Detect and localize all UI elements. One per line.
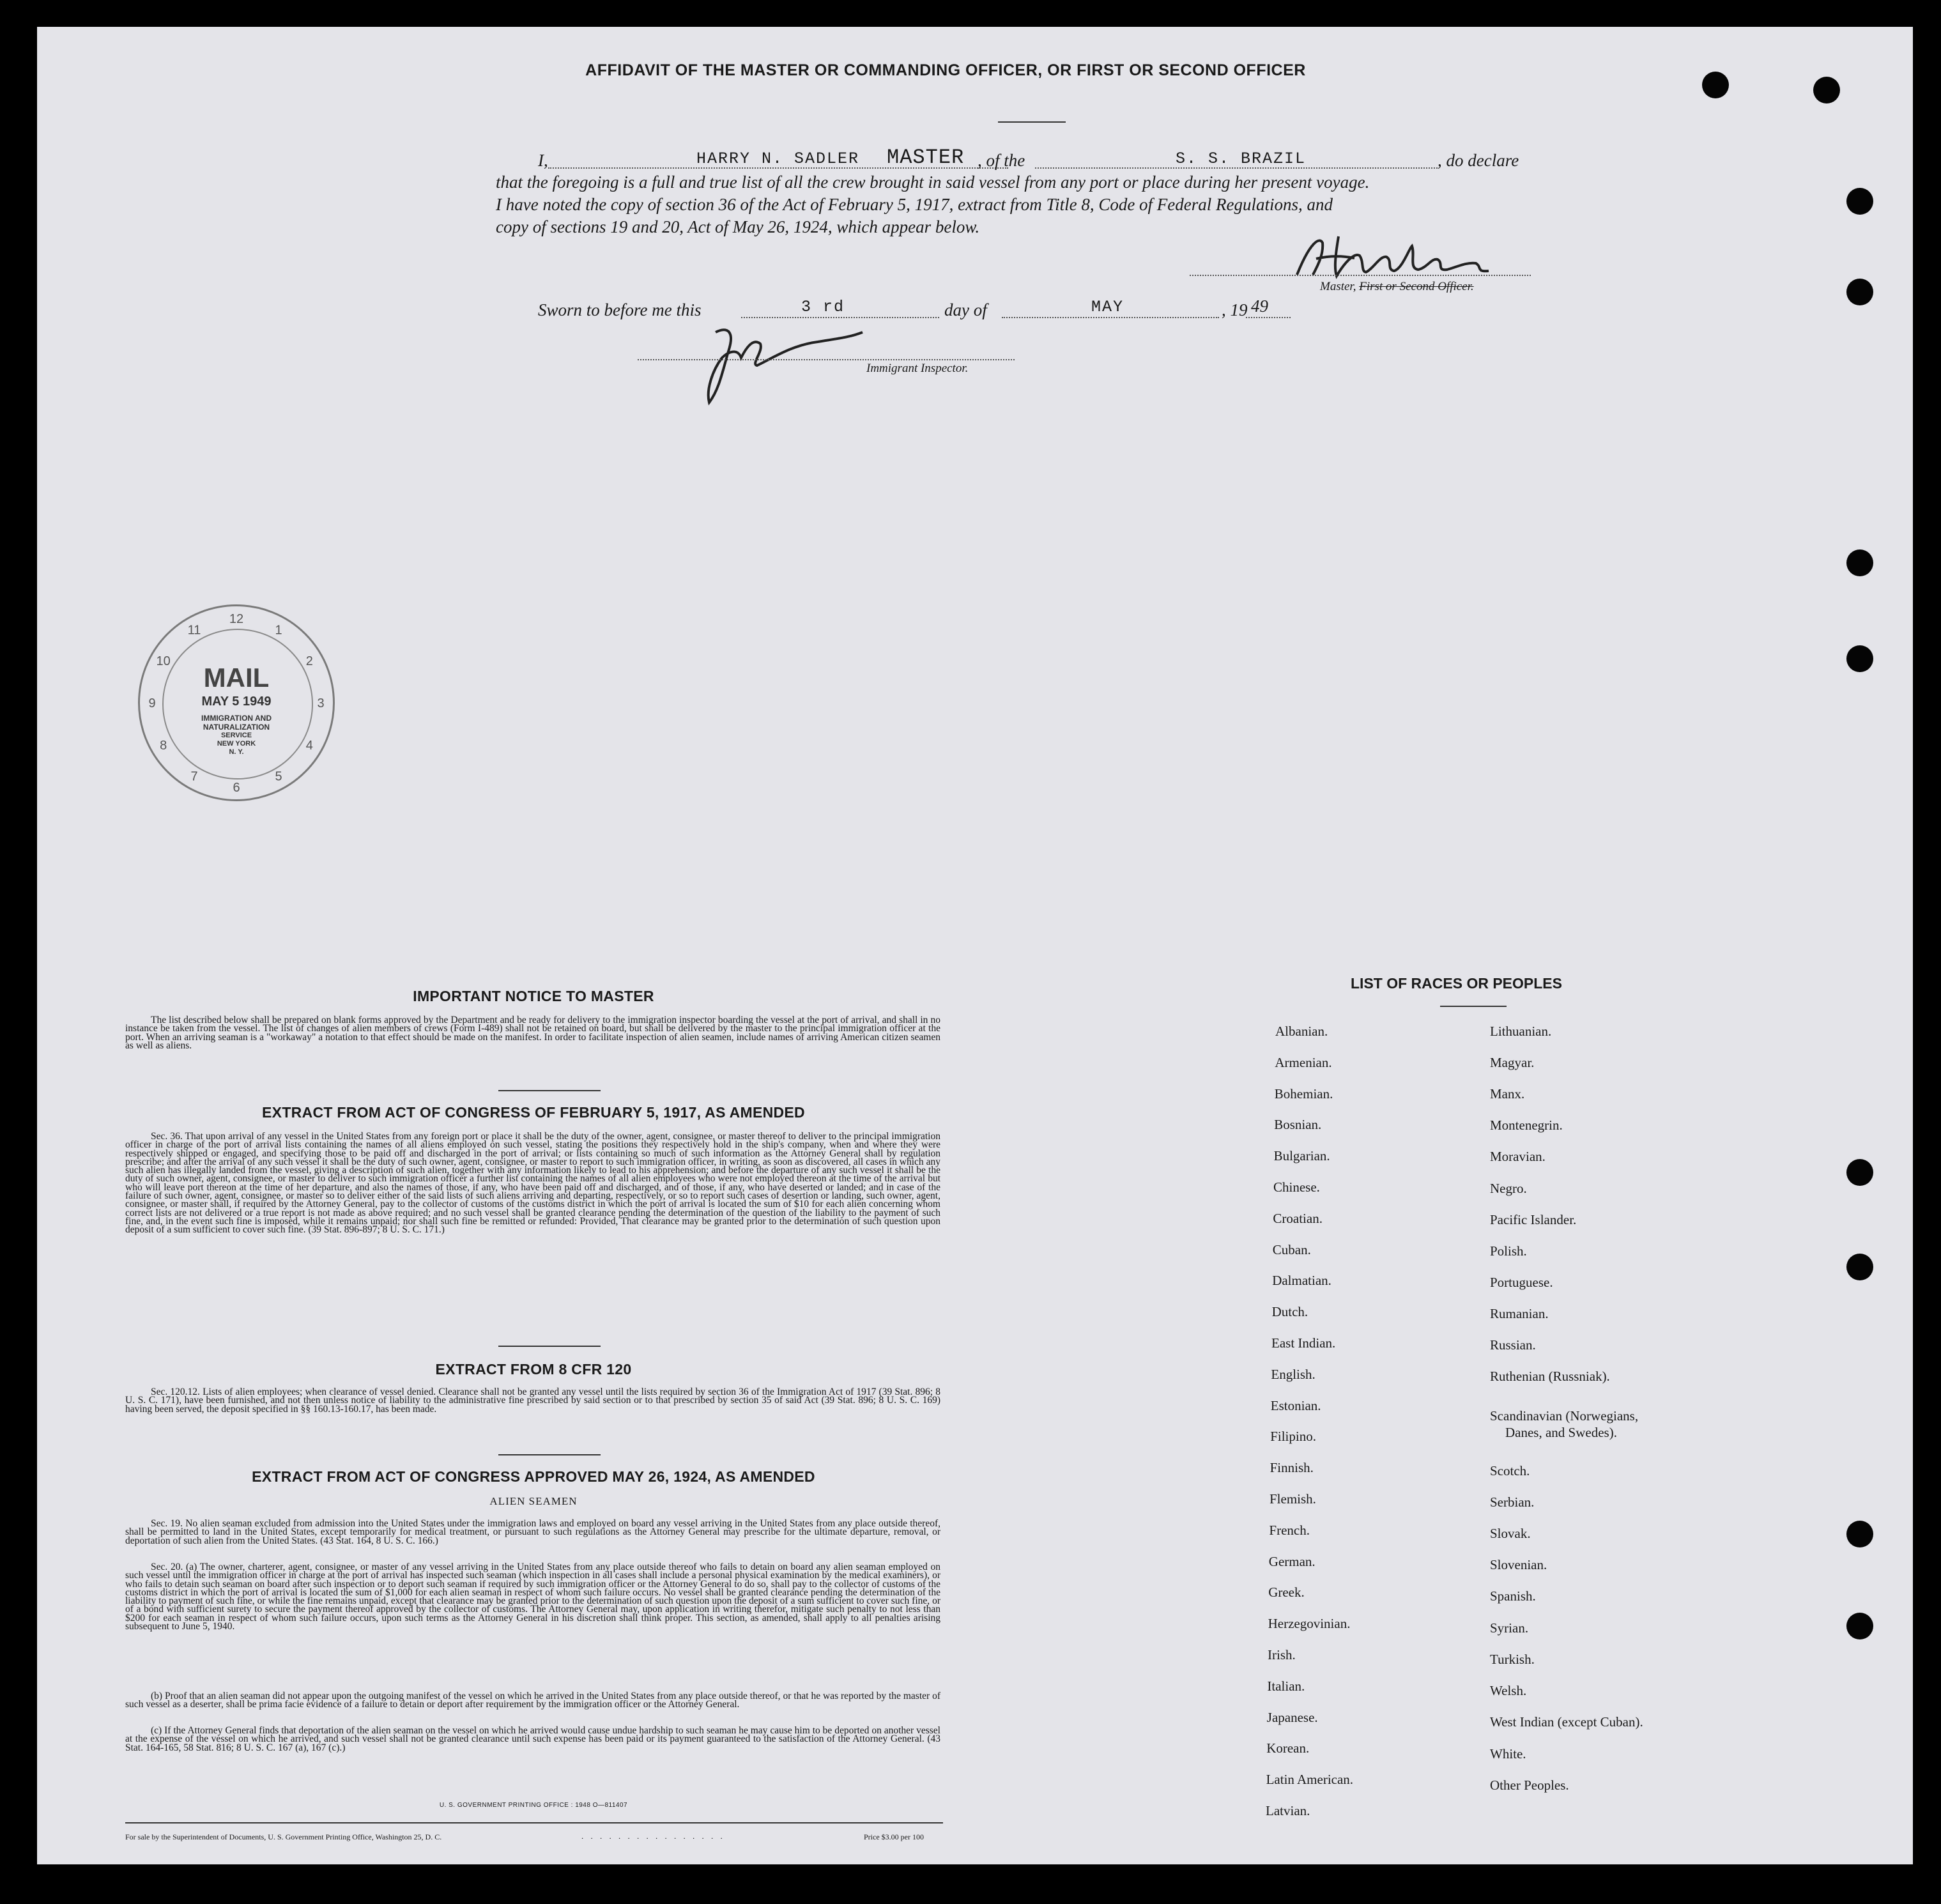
race-item: East Indian. bbox=[1271, 1335, 1336, 1351]
year-blank bbox=[1246, 317, 1291, 318]
stamp-mail-word: MAIL bbox=[203, 663, 270, 693]
race-item: Latvian. bbox=[1266, 1803, 1310, 1818]
race-item: Estonian. bbox=[1270, 1397, 1321, 1413]
stamp-line-1: IMMIGRATION AND bbox=[201, 714, 272, 723]
race-item: Cuban. bbox=[1272, 1241, 1311, 1257]
year-value: 49 bbox=[1251, 296, 1268, 316]
extract-1917-title: EXTRACT FROM ACT OF CONGRESS OF FEBRUARY 5, 1917, AS AMENDED bbox=[262, 1104, 805, 1121]
extract-1924-sec20c: (c) If the Attorney General finds that deportation of the alien seaman on the vessel on which he arrived would cause undue hardship to such seaman he may cause him to be deported on another vessel at the expense of the vessel on which he arrived, and such vessel shall not be granted clearance until such expense has been paid or its payment guaranteed to the satisfaction of the Attorney General. (43 Stat. 164-165, 58 Stat. 816; 8 U. S. C. 167 (a), 167 (c).) bbox=[125, 1725, 940, 1753]
race-item: Italian. bbox=[1267, 1678, 1305, 1694]
race-item: Albanian. bbox=[1275, 1024, 1328, 1039]
of-the-label: , of the bbox=[978, 151, 1025, 170]
extract-1924-sec20b: (b) Proof that an alien seaman did not appear upon the outgoing manifest of the vessel on which he arrived in the United States from any place outside thereof, or that he was reported by the master of such vessel as a deserter, shall be prima facie evidence of a failure to detain or deport after requirement by the immigration officer or the Attorney General. bbox=[125, 1691, 940, 1710]
race-item: Greek. bbox=[1268, 1585, 1305, 1601]
punch-hole bbox=[1846, 1159, 1873, 1186]
race-item: Filipino. bbox=[1270, 1429, 1316, 1445]
race-item: Pacific Islander. bbox=[1490, 1212, 1577, 1227]
race-item: Spanish. bbox=[1490, 1588, 1536, 1604]
races-title: LIST OF RACES OR PEOPLES bbox=[1351, 975, 1562, 992]
month-blank bbox=[1002, 317, 1219, 318]
stamp-number: 3 bbox=[317, 696, 325, 710]
race-item: Rumanian. bbox=[1490, 1306, 1549, 1321]
race-item: Slovenian. bbox=[1490, 1557, 1547, 1572]
stamp-number: 5 bbox=[275, 769, 282, 784]
extract-1917-text: Sec. 36. That upon arrival of any vessel in the United States from any foreign port or place it shall be the duty of the owner, agent, consignee, or master thereof to deliver to the principal immigration officer in charge of the port of arrival lists containing the names of all aliens employed on such vessel, stating the positions they respectively hold in the ship's company, when and where they were respectively shipped or engaged, and specifying those to be paid off and discharged in the port of arrival; or lists containing so much of such information as the Attorney General shall by regulation prescribe; and after the arrival of any such vessel it shall be the duty of such owner, agent, consignee, or master to report to such immigration officer, in writing, as soon as discovered, all cases in which any such alien has illegally landed from the vessel, giving a description of such alien, together with any information likely to lead to his apprehension; and before the departure of any such vessel it shall be the duty of such owner, agent, consignee, or master to deliver to such immigration officer a further list containing the names of all alien employees who were not employed thereon at the time of the arrival but who will leave port thereon at the time of her departure, and also the names of those, if any, who have been paid off and discharged, and of those, if any, who have deserted or landed; and in case of the failure of such owner, agent, consignee, or master so to deliver either of the said lists of such aliens arriving and departing, respectively, or so to report such cases of desertion or landing, such owner, agent, consignee, or master shall, if required by the Attorney General, pay to the collector of customs of the customs district in which the port of arrival is located the sum of $10 for each alien concerning whom correct lists are not delivered or a true report is not made as above required; and no such vessel shall be granted clearance pending the determination of the question of the liability to the payment of such fine, and, in the event such fine is imposed, while it remains unpaid; nor shall such fine be remitted or refunded: Provided, That clearance may be granted prior to the determination of such question upon deposit of a sum sufficient to cover such fine. (39 Stat. 896-897; 8 U. S. C. 171.) bbox=[125, 1131, 940, 1236]
notice-title: IMPORTANT NOTICE TO MASTER bbox=[413, 988, 654, 1004]
race-item: Bulgarian. bbox=[1273, 1148, 1330, 1164]
stamp-number: 11 bbox=[187, 623, 201, 638]
day-value: 3 rd bbox=[801, 298, 845, 316]
stamp-number: 4 bbox=[305, 739, 313, 753]
divider bbox=[498, 1090, 601, 1091]
race-item: Ruthenian (Russniak). bbox=[1490, 1369, 1610, 1384]
punch-hole bbox=[1846, 188, 1873, 215]
day-of-label: day of bbox=[944, 300, 987, 319]
punch-hole bbox=[1846, 1521, 1873, 1547]
stamp-line-4: NEW YORK bbox=[217, 740, 256, 748]
race-item: Korean. bbox=[1266, 1740, 1310, 1756]
race-item: Moravian. bbox=[1490, 1149, 1546, 1164]
master-name: HARRY N. SADLER bbox=[696, 150, 860, 168]
punch-hole bbox=[1846, 549, 1873, 576]
footer-rule bbox=[125, 1822, 943, 1823]
race-item: Scandinavian (Norwegians, bbox=[1490, 1408, 1639, 1424]
punch-hole bbox=[1813, 77, 1840, 104]
stamp-number: 12 bbox=[229, 612, 244, 626]
race-item: German. bbox=[1268, 1553, 1316, 1569]
race-item: Slovak. bbox=[1490, 1526, 1531, 1541]
race-item: Chinese. bbox=[1273, 1179, 1320, 1195]
stamp-number: 8 bbox=[160, 739, 167, 753]
month-value: MAY bbox=[1091, 298, 1124, 316]
race-item: English. bbox=[1271, 1366, 1316, 1382]
punch-hole bbox=[1846, 279, 1873, 305]
inspector-line bbox=[638, 359, 1015, 360]
race-item: Portuguese. bbox=[1490, 1275, 1553, 1290]
year-prefix: , 19 bbox=[1222, 300, 1248, 319]
race-item: Dalmatian. bbox=[1272, 1273, 1331, 1289]
race-item: Scotch. bbox=[1490, 1463, 1530, 1478]
race-item: French. bbox=[1269, 1522, 1310, 1538]
punch-hole bbox=[1846, 1254, 1873, 1280]
race-item: Lithuanian. bbox=[1490, 1024, 1552, 1039]
notice-text: The list described below shall be prepared on blank forms approved by the Department and be ready for delivery to the immigration inspector boarding the vessel at the port of arrival, and shall in no instance be taken from the vessel. The list of changes of alien members of crews (Form I-489) shall not be retained on board, but shall be delivered by the master to the principal immigration officer at the port. When an arriving seaman is a "workaway" a notation to that effect should be made on the manifest. In order to facilitate inspection of alien seamen, include names of arriving American citizen seamen as well as aliens. bbox=[125, 1015, 940, 1051]
stamp-number: 10 bbox=[156, 654, 171, 668]
race-item: Bosnian. bbox=[1274, 1117, 1322, 1133]
stamp-line-2: NATURALIZATION bbox=[203, 723, 270, 732]
sworn-label: Sworn to before me this bbox=[538, 300, 702, 319]
extract-1924-title: EXTRACT FROM ACT OF CONGRESS APPROVED MAY 26, 1924, AS AMENDED bbox=[252, 1468, 815, 1485]
do-declare-label: , do declare bbox=[1438, 151, 1519, 170]
extract-1924-sec19: Sec. 19. No alien seaman excluded from admission into the United States under the immigration laws and employed on board any vessel arriving in the United States from any place outside thereof, shall be permitted to land in the United States, except temporarily for medical treatment, or pursuant to such regulations as the Attorney General may prescribe for the ultimate departure, removal, or deportation of such alien from the United States. (43 Stat. 164, 8 U. S. C. 166.) bbox=[125, 1518, 940, 1546]
stamp-line-5: N. Y. bbox=[229, 748, 244, 756]
inspector-label: Immigrant Inspector. bbox=[866, 362, 969, 375]
race-item: Russian. bbox=[1490, 1337, 1536, 1353]
affidavit-i: I, bbox=[538, 151, 548, 170]
master-rank: MASTER bbox=[887, 146, 965, 169]
race-item: Turkish. bbox=[1490, 1652, 1535, 1667]
race-item: Flemish. bbox=[1270, 1491, 1316, 1507]
affidavit-title: AFFIDAVIT OF THE MASTER OR COMMANDING OFFICER, OR FIRST OR SECOND OFFICER bbox=[585, 61, 1306, 79]
struck-officer-text: First or Second Officer. bbox=[1359, 280, 1474, 293]
race-item: Polish. bbox=[1490, 1243, 1527, 1259]
affidavit-line-2: that the foregoing is a full and true list of all the crew brought in said vessel from any port or place during her present voyage. bbox=[496, 173, 1370, 192]
divider bbox=[498, 1346, 601, 1347]
stamp-date: MAY 5 1949 bbox=[201, 695, 272, 709]
sale-notice: For sale by the Superintendent of Documents, U. S. Government Printing Office, Washington 25, D. C. bbox=[125, 1832, 442, 1841]
race-item: Negro. bbox=[1490, 1181, 1527, 1196]
race-item: Syrian. bbox=[1490, 1620, 1529, 1636]
stamp-number: 7 bbox=[190, 769, 198, 784]
race-item: Danes, and Swedes). bbox=[1505, 1425, 1617, 1440]
stamp-number: 2 bbox=[305, 654, 313, 668]
stamp-number: 6 bbox=[233, 781, 240, 795]
race-item: Manx. bbox=[1490, 1086, 1525, 1102]
punch-hole bbox=[1702, 72, 1729, 98]
signature-line bbox=[1190, 275, 1531, 276]
affidavit-line-3: I have noted the copy of section 36 of the Act of February 5, 1917, extract from Title 8, Code of Federal Regulations, and bbox=[496, 195, 1333, 214]
title-divider bbox=[998, 121, 1066, 123]
master-signature bbox=[1284, 230, 1501, 281]
divider bbox=[498, 1454, 601, 1455]
punch-hole bbox=[1846, 1613, 1873, 1639]
master-word: Master, bbox=[1320, 280, 1356, 293]
race-item: Montenegrin. bbox=[1490, 1117, 1563, 1133]
vessel-name: S. S. BRAZIL bbox=[1176, 150, 1307, 168]
stamp-number: 1 bbox=[275, 623, 282, 638]
affidavit-line-4: copy of sections 19 and 20, Act of May 26, 1924, which appear below. bbox=[496, 217, 980, 236]
races-divider bbox=[1440, 1006, 1507, 1007]
race-item: Japanese. bbox=[1266, 1709, 1318, 1725]
race-item: Irish. bbox=[1268, 1647, 1296, 1662]
race-item: Herzegovinian. bbox=[1268, 1616, 1351, 1632]
extract-cfr-title: EXTRACT FROM 8 CFR 120 bbox=[435, 1361, 632, 1378]
extract-cfr-text: Sec. 120.12. Lists of alien employees; when clearance of vessel denied. Clearance shall not be granted any vessel until the lists required by section 36 of the Immigration Act of 1917 (39 Stat. 896; 8 U. S. C. 171), have been furnished, and not then unless notice of liability to the administrative fine prescribed by said section or to that prescribed by section 35 of said Act (39 Stat. 896; 8 U. S. C. 169) having been served, the deposit specified in §§ 160.13-160.17, has been made. bbox=[125, 1386, 940, 1415]
race-item: Magyar. bbox=[1490, 1055, 1535, 1070]
race-item: Dutch. bbox=[1271, 1304, 1308, 1320]
race-item: Serbian. bbox=[1490, 1494, 1535, 1510]
race-item: Bohemian. bbox=[1274, 1086, 1333, 1102]
gpo-imprint: U. S. GOVERNMENT PRINTING OFFICE : 1948 O—811407 bbox=[439, 1802, 628, 1809]
master-label bbox=[1320, 280, 1474, 294]
mail-date-stamp bbox=[138, 604, 335, 801]
race-item: White. bbox=[1490, 1746, 1526, 1762]
race-item: Armenian. bbox=[1275, 1054, 1332, 1070]
inspector-signature bbox=[690, 313, 869, 409]
stamp-line-3: SERVICE bbox=[220, 732, 252, 739]
race-item: Other Peoples. bbox=[1490, 1777, 1569, 1793]
punch-hole bbox=[1846, 645, 1873, 672]
race-item: West Indian (except Cuban). bbox=[1490, 1714, 1643, 1730]
race-item: Latin American. bbox=[1266, 1772, 1354, 1788]
race-item: Welsh. bbox=[1490, 1683, 1527, 1698]
price-notice: Price $3.00 per 100 bbox=[864, 1832, 924, 1841]
sale-dots: . . . . . . . . . . . . . . . . bbox=[581, 1831, 725, 1841]
race-item: Croatian. bbox=[1273, 1210, 1323, 1226]
stamp-number: 9 bbox=[148, 696, 156, 710]
race-item: Finnish. bbox=[1270, 1460, 1314, 1476]
extract-1924-subtitle: ALIEN SEAMEN bbox=[489, 1495, 578, 1507]
extract-1924-sec20a: Sec. 20. (a) The owner, charterer, agent, consignee, or master of any vessel arriving in the United States from any place outside thereof who fails to detain on board any alien seaman employed on such vessel until the immigration officer in charge at the port of arrival has inspected such seaman (which inspection in all cases shall include a personal physical examination by the medical examiners), or who fails to detain such seaman on board after such inspection or to deport such seaman if required by such immigration officer or the Attorney General to do so, shall pay to the collector of customs of the customs district in which the port of arrival is located the sum of $1,000 for each alien seaman in respect of whom such failure occurs. No vessel shall be granted clearance pending the determination of the liability to payment of such fine, or while the fine remains unpaid, except that clearance may be granted prior to the determination of such question upon the deposit of a sum sufficient to cover such fine, or of a bond with sufficient surety to secure the payment thereof approved by the collector of customs. The Attorney General may, upon application in writing therefor, mitigate such penalty to not less than $200 for each seaman in respect of whom such failure occurs, upon such terms as the Attorney General in his discretion shall think proper. This section, as amended, shall apply to all penalties arising subsequent to June 5, 1940. bbox=[125, 1562, 940, 1632]
